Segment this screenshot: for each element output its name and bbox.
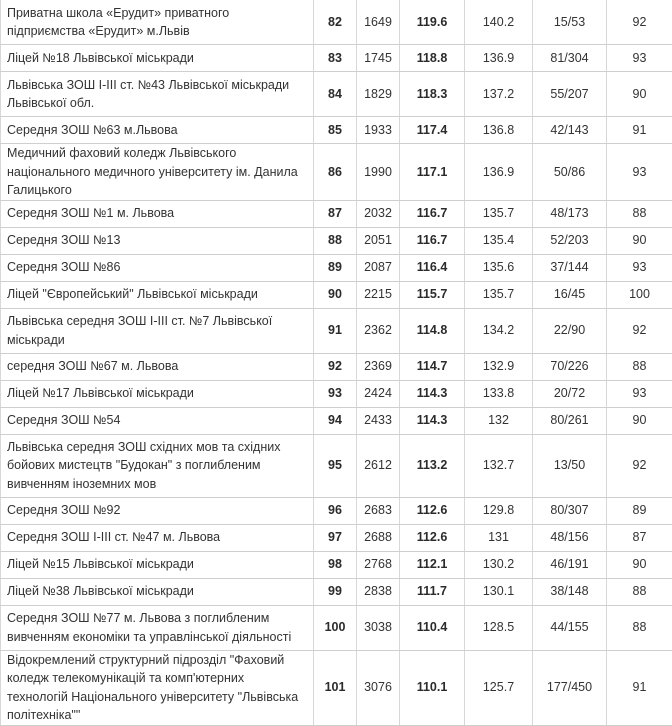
rank: 92 [314,353,357,380]
last-value: 88 [607,200,672,227]
rank: 86 [314,144,357,201]
position: 2683 [357,497,400,524]
school-name: Середня ЗОШ №92 [1,497,314,524]
table-row [1,650,672,725]
position: 1829 [357,72,400,117]
count: 48/156 [533,524,607,551]
rank: 83 [314,45,357,72]
table-row [1,605,672,650]
position: 2768 [357,551,400,578]
score: 116.4 [400,254,465,281]
position: 2362 [357,308,400,353]
rank: 100 [314,605,357,650]
table-row [1,117,672,144]
school-name: Львівська середня ЗОШ І-ІІІ ст. №7 Львівської міськради [1,308,314,353]
school-name: Середня ЗОШ №1 м. Львова [1,200,314,227]
score: 110.4 [400,605,465,650]
score: 110.1 [400,650,465,725]
last-value: 92 [607,0,672,45]
last-value: 100 [607,281,672,308]
average: 132.7 [465,434,533,497]
count: 80/261 [533,407,607,434]
count: 13/50 [533,434,607,497]
last-value: 90 [607,551,672,578]
average: 132.9 [465,353,533,380]
table-row [1,227,672,254]
average: 137.2 [465,72,533,117]
average: 136.9 [465,144,533,201]
last-value: 90 [607,227,672,254]
average: 125.7 [465,650,533,725]
position: 1649 [357,0,400,45]
school-name: Ліцей №18 Львівської міськради [1,45,314,72]
rank: 96 [314,497,357,524]
table-row [1,578,672,605]
count: 80/307 [533,497,607,524]
average: 130.1 [465,578,533,605]
table-row [1,0,672,45]
count: 177/450 [533,650,607,725]
score: 119.6 [400,0,465,45]
score: 117.1 [400,144,465,201]
position: 3038 [357,605,400,650]
school-name: Середня ЗОШ №13 [1,227,314,254]
last-value: 93 [607,254,672,281]
table-row [1,144,672,201]
school-name: Середня ЗОШ І-ІІІ ст. №47 м. Львова [1,524,314,551]
position: 1990 [357,144,400,201]
average: 134.2 [465,308,533,353]
table-row [1,254,672,281]
table-row [1,45,672,72]
average: 128.5 [465,605,533,650]
rank: 97 [314,524,357,551]
position: 2051 [357,227,400,254]
ranking-table-body [1,0,672,725]
position: 2424 [357,380,400,407]
average: 132 [465,407,533,434]
school-name: Ліцей №17 Львівської міськради [1,380,314,407]
table-row [1,281,672,308]
school-name: Ліцей "Європейський" Львівської міськради [1,281,314,308]
rank: 99 [314,578,357,605]
count: 20/72 [533,380,607,407]
last-value: 93 [607,380,672,407]
score: 111.7 [400,578,465,605]
count: 81/304 [533,45,607,72]
school-name: Середня ЗОШ №54 [1,407,314,434]
last-value: 91 [607,650,672,725]
table-row [1,72,672,117]
rank: 85 [314,117,357,144]
position: 2838 [357,578,400,605]
score: 118.8 [400,45,465,72]
position: 1745 [357,45,400,72]
count: 50/86 [533,144,607,201]
rank: 82 [314,0,357,45]
count: 44/155 [533,605,607,650]
position: 2369 [357,353,400,380]
rank: 91 [314,308,357,353]
count: 70/226 [533,353,607,380]
last-value: 88 [607,605,672,650]
position: 1933 [357,117,400,144]
score: 114.3 [400,380,465,407]
school-name: Середня ЗОШ №77 м. Львова з поглибленим вивченням економіки та управлінської діяльності [1,605,314,650]
score: 116.7 [400,227,465,254]
position: 2612 [357,434,400,497]
school-name: Львівська середня ЗОШ східних мов та східних бойових мистецтв "Будокан" з поглибленим вивченням іноземних мов [1,434,314,497]
school-name: Середня ЗОШ №63 м.Львова [1,117,314,144]
rank: 87 [314,200,357,227]
school-name: Приватна школа «Ерудит» приватного підприємства «Ерудит» м.Львів [1,0,314,45]
position: 2087 [357,254,400,281]
last-value: 92 [607,308,672,353]
school-name: Медичний фаховий коледж Львівського національного медичного університету ім. Данила Галицького [1,144,314,201]
table-row [1,380,672,407]
score: 117.4 [400,117,465,144]
average: 131 [465,524,533,551]
last-value: 93 [607,45,672,72]
last-value: 93 [607,144,672,201]
school-name: Ліцей №15 Львівської міськради [1,551,314,578]
table-row [1,308,672,353]
last-value: 88 [607,353,672,380]
score: 114.7 [400,353,465,380]
school-name: Ліцей №38 Львівської міськради [1,578,314,605]
school-name: Львівська ЗОШ І-ІІІ ст. №43 Львівської міськради Львівської обл. [1,72,314,117]
table-row [1,200,672,227]
average: 136.8 [465,117,533,144]
rank: 95 [314,434,357,497]
count: 15/53 [533,0,607,45]
score: 112.6 [400,524,465,551]
last-value: 87 [607,524,672,551]
table-row [1,407,672,434]
count: 52/203 [533,227,607,254]
rank: 93 [314,380,357,407]
average: 135.4 [465,227,533,254]
score: 114.3 [400,407,465,434]
score: 115.7 [400,281,465,308]
school-name: середня ЗОШ №67 м. Львова [1,353,314,380]
score: 114.8 [400,308,465,353]
count: 48/173 [533,200,607,227]
count: 42/143 [533,117,607,144]
rank: 90 [314,281,357,308]
position: 2215 [357,281,400,308]
table-row [1,551,672,578]
school-name: Середня ЗОШ №86 [1,254,314,281]
count: 16/45 [533,281,607,308]
score: 116.7 [400,200,465,227]
table-row [1,497,672,524]
position: 2688 [357,524,400,551]
score: 118.3 [400,72,465,117]
score: 112.6 [400,497,465,524]
count: 22/90 [533,308,607,353]
last-value: 89 [607,497,672,524]
school-name: Відокремлений структурний підрозділ "Фаховий коледж телекомунікацій та комп'ютерних технологій Національного університету "Львівська політехніка"" [1,650,314,725]
rank: 89 [314,254,357,281]
position: 3076 [357,650,400,725]
table-row [1,434,672,497]
rank: 84 [314,72,357,117]
count: 38/148 [533,578,607,605]
average: 135.7 [465,200,533,227]
average: 140.2 [465,0,533,45]
last-value: 90 [607,407,672,434]
average: 135.6 [465,254,533,281]
position: 2032 [357,200,400,227]
average: 136.9 [465,45,533,72]
last-value: 92 [607,434,672,497]
table-row [1,353,672,380]
average: 135.7 [465,281,533,308]
count: 55/207 [533,72,607,117]
last-value: 91 [607,117,672,144]
count: 46/191 [533,551,607,578]
score: 112.1 [400,551,465,578]
last-value: 90 [607,72,672,117]
rank: 88 [314,227,357,254]
table-row [1,524,672,551]
last-value: 88 [607,578,672,605]
count: 37/144 [533,254,607,281]
rank: 98 [314,551,357,578]
average: 129.8 [465,497,533,524]
average: 133.8 [465,380,533,407]
rank: 94 [314,407,357,434]
position: 2433 [357,407,400,434]
score: 113.2 [400,434,465,497]
average: 130.2 [465,551,533,578]
rank: 101 [314,650,357,725]
